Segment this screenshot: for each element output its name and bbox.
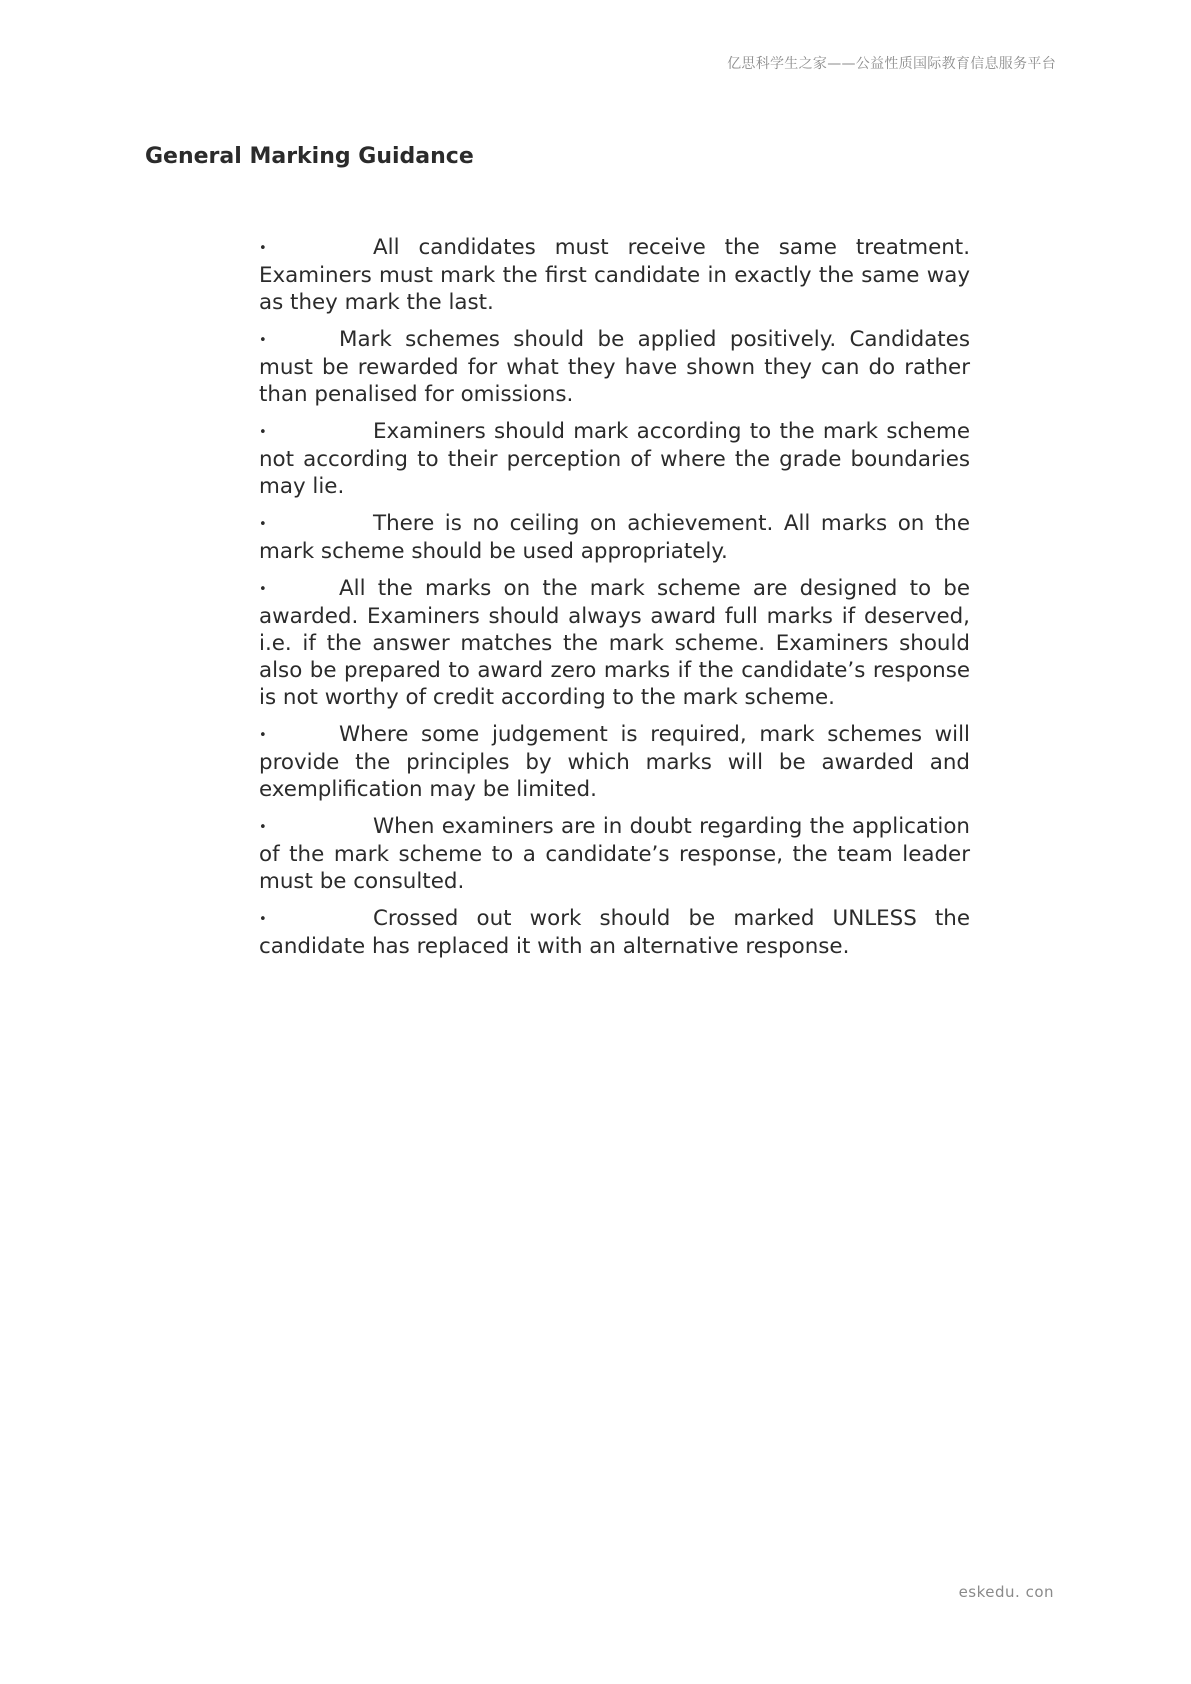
list-item [259,813,970,895]
list-item [259,575,970,711]
bullet-icon: • [259,241,267,256]
bullet-icon: • [259,728,267,743]
list-item [259,326,970,408]
page-header: 亿思科学生之家——公益性质国际教育信息服务平台 [727,56,1056,72]
bullet-icon: • [259,425,267,440]
guidance-text: Crossed out work should be marked UNLESS the candidate has replaced it with an alternative response. [259,906,970,959]
list-item [259,905,970,960]
bullet-icon: • [259,582,267,597]
bullet-icon: • [259,517,267,532]
guidance-text: There is no ceiling on achievement. All marks on the mark scheme should be used appropriately. [259,511,970,564]
guidance-list [259,234,970,970]
bullet-icon: • [259,912,267,927]
bullet-icon: • [259,820,267,835]
guidance-text: Where some judgement is required, mark schemes will provide the principles by which marks will be awarded and exemplification may be limited. [259,722,970,802]
guidance-text: All the marks on the mark scheme are designed to be awarded. Examiners should always award full marks if deserved, i.e. if the answer matches the mark scheme. Examiners should also be prepared to award zero marks if the candidate’s response is not worthy of credit according to the mark scheme. [259,576,970,710]
page-footer: eskedu. con [958,1583,1054,1601]
list-item [259,510,970,565]
page-title: General Marking Guidance [145,144,474,169]
guidance-text: All candidates must receive the same treatment. Examiners must mark the first candidate in exactly the same way as they mark the last. [259,235,970,315]
guidance-text: Mark schemes should be applied positively. Candidates must be rewarded for what they have shown they can do rather than penalised for omissions. [259,327,970,407]
list-item [259,721,970,803]
list-item [259,234,970,316]
guidance-text: When examiners are in doubt regarding the application of the mark scheme to a candidate’s response, the team leader must be consulted. [259,814,970,894]
list-item [259,418,970,500]
bullet-icon: • [259,333,267,348]
guidance-text: Examiners should mark according to the mark scheme not according to their perception of where the grade boundaries may lie. [259,419,970,499]
